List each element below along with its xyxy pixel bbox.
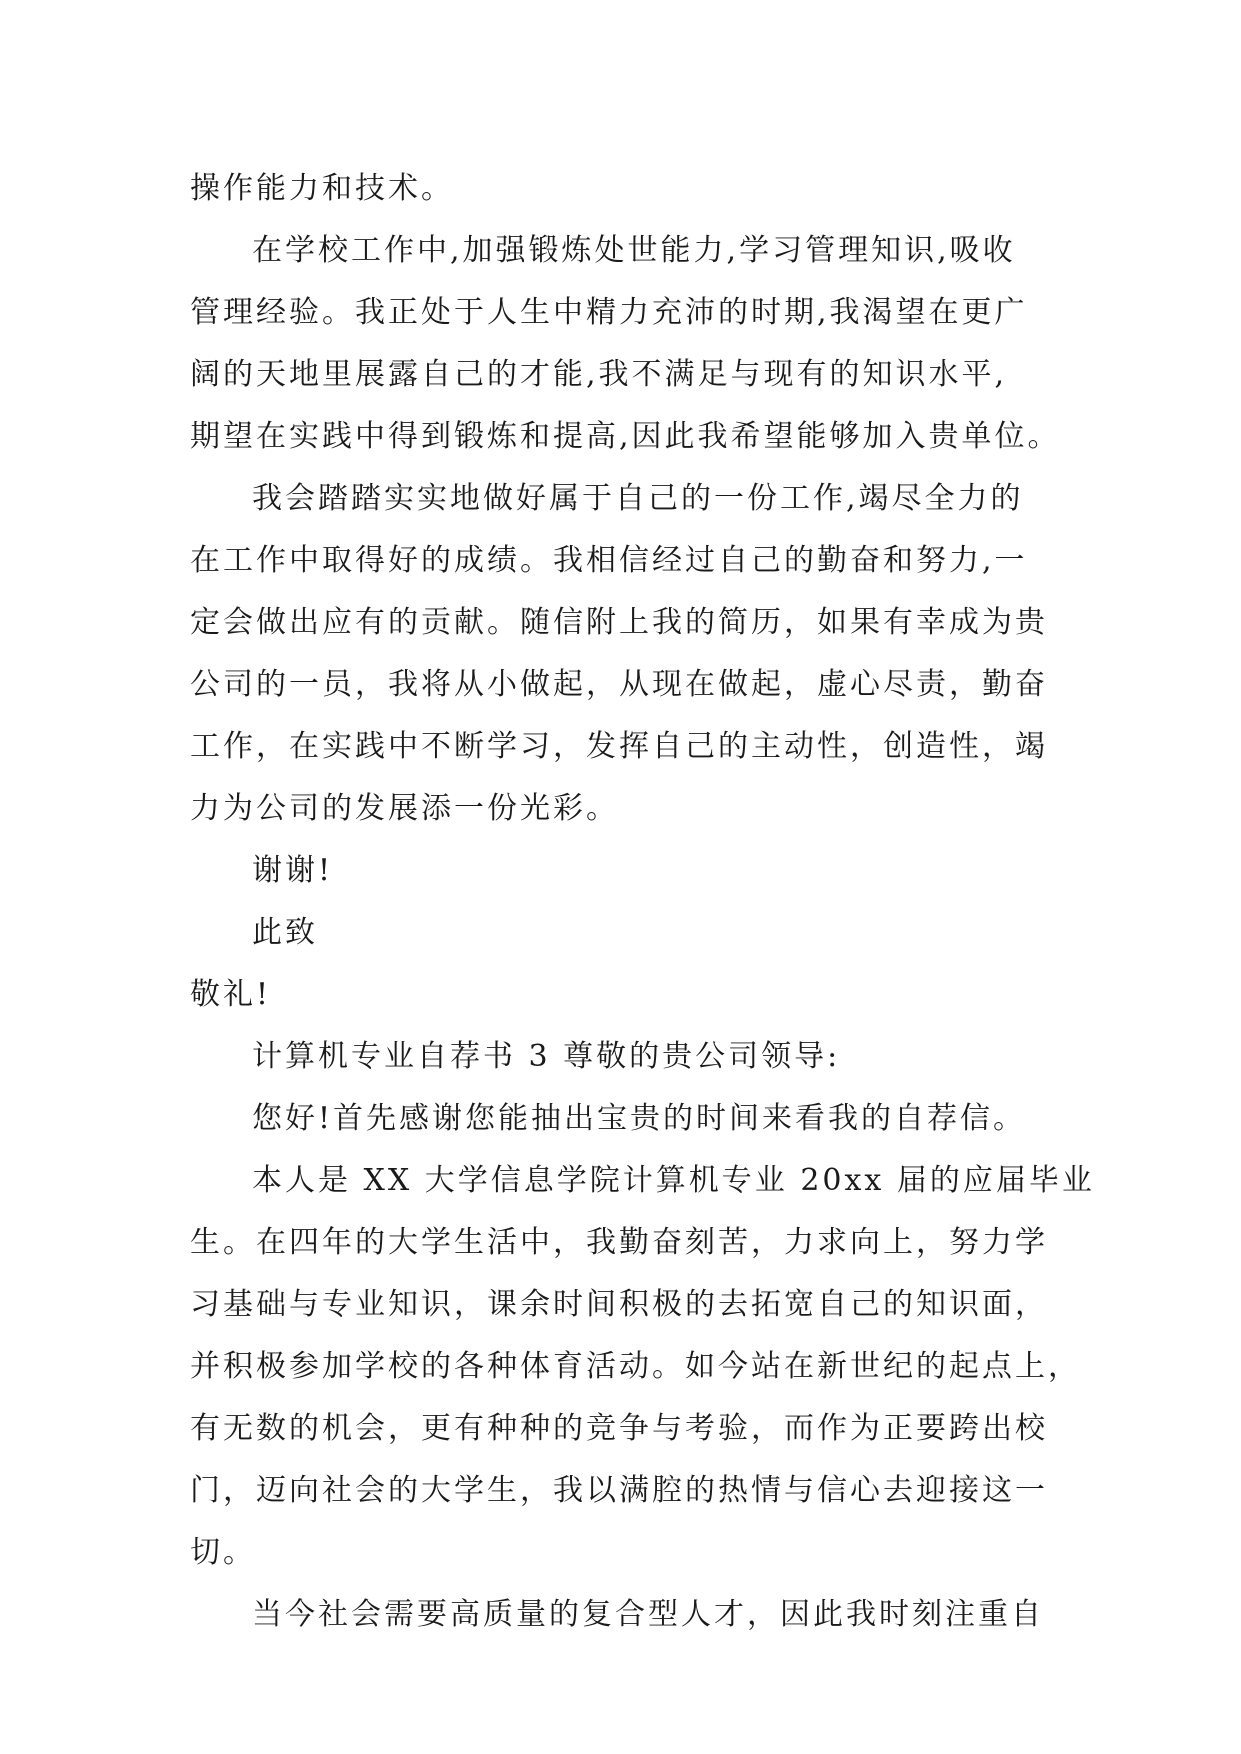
text-line: 此致 xyxy=(252,915,318,950)
text-line: 生。在四年的大学生活中，我勤奋刻苦，力求向上，努力学 xyxy=(190,1225,1048,1260)
text-line: 我会踏踏实实地做好属于自己的一份工作,竭尽全力的 xyxy=(252,481,1024,516)
text-line: 有无数的机会，更有种种的竞争与考验，而作为正要跨出校 xyxy=(190,1411,1048,1446)
text-line: 公司的一员，我将从小做起，从现在做起，虚心尽责，勤奋 xyxy=(190,667,1048,702)
text-line: 力为公司的发展添一份光彩。 xyxy=(190,791,619,826)
text-line: 并积极参加学校的各种体育活动。如今站在新世纪的起点上， xyxy=(190,1349,1081,1384)
text-line: 工作，在实践中不断学习，发挥自己的主动性，创造性，竭 xyxy=(190,729,1048,764)
text-line: 习基础与专业知识，课余时间积极的去拓宽自己的知识面， xyxy=(190,1287,1048,1322)
text-line: 谢谢! xyxy=(252,853,334,888)
text-line: 切。 xyxy=(190,1535,256,1570)
text-line: 本人是 XX 大学信息学院计算机专业 20xx 届的应届毕业 xyxy=(252,1163,1095,1198)
text-line: 当今社会需要高质量的复合型人才，因此我时刻注重自 xyxy=(252,1597,1044,1632)
text-line: 您好!首先感谢您能抽出宝贵的时间来看我的自荐信。 xyxy=(252,1101,1027,1136)
text-line: 管理经验。我正处于人生中精力充沛的时期,我渴望在更广 xyxy=(190,295,1028,330)
text-line: 在学校工作中,加强锻炼处世能力,学习管理知识,吸收 xyxy=(252,233,1016,268)
text-line: 敬礼! xyxy=(190,977,272,1012)
text-line: 门，迈向社会的大学生，我以满腔的热情与信心去迎接这一 xyxy=(190,1473,1048,1508)
text-line: 计算机专业自荐书 3 尊敬的贵公司领导: xyxy=(252,1039,841,1074)
text-line: 操作能力和技术。 xyxy=(190,171,454,206)
text-line: 阔的天地里展露自己的才能,我不满足与现有的知识水平, xyxy=(190,357,1008,392)
text-line: 定会做出应有的贡献。随信附上我的简历，如果有幸成为贵 xyxy=(190,605,1048,640)
text-line: 在工作中取得好的成绩。我相信经过自己的勤奋和努力,一 xyxy=(190,543,1028,578)
letter-body xyxy=(190,158,1095,1646)
text-line: 期望在实践中得到锻炼和提高,因此我希望能够加入贵单位。 xyxy=(190,419,1061,454)
